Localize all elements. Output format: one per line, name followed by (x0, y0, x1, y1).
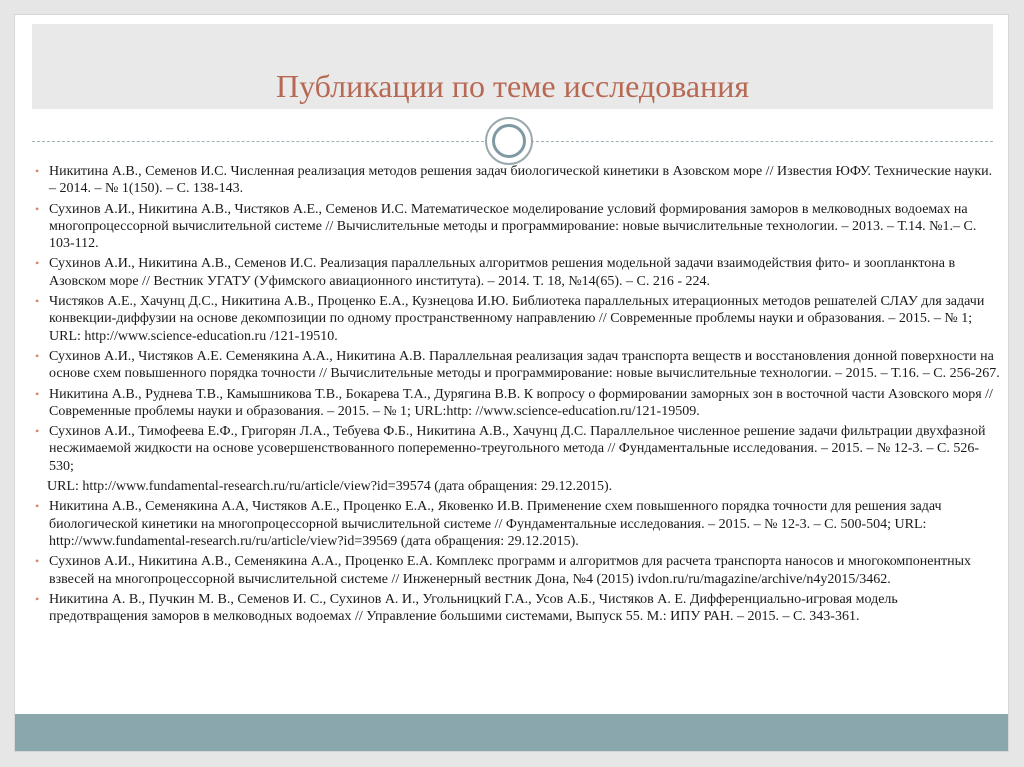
reference-item (35, 163, 1000, 198)
bullet-icon: • (35, 591, 40, 606)
reference-item (35, 423, 1000, 475)
footer-bar (15, 714, 1008, 751)
reference-text: Сухинов А.И., Никитина А.В., Семенов И.С. Реализация параллельных алгоритмов решения модельной задачи взаимодействия фито- и зоопланктона в Азовском море // Вестник УГАТУ (Уфимского авиационного института). – 2014. Т. 18, №14(65). – С. 216 - 224. (49, 256, 956, 289)
reference-text: Чистяков А.Е., Хачунц Д.С., Никитина А.В., Проценко Е.А., Кузнецова И.Ю. Библиотека параллельных итерационных методов решателей СЛАУ для задачи конвекции-диффузии на основе декомпозиции по одному пространственному направлению // Современные проблемы науки и образования. – 2015. – № 1; URL: http://www.science-education.ru /121-19510. (49, 294, 985, 344)
reference-text: URL: http://www.fundamental-research.ru/ru/article/view?id=39574 (дата обращения: 29.12.2015). (47, 479, 613, 495)
reference-text: Никитина А.В., Семенякина А.А, Чистяков А.Е., Проценко Е.А., Яковенко И.В. Применение схем повышенного порядка точности для решения задач биологической кинетики на многопроцессорной вычислительной системе // Фундаментальные исследования. – 2015. – № 12-3. – С. 500-504; URL: http://www.fundamental-research.ru/ru/article/view?id=39569 (дата обращения: 29.12.2015). (49, 499, 942, 549)
reference-text: Никитина А. В., Пучкин М. В., Семенов И. С., Сухинов А. И., Угольницкий Г.А., Усов А.Б., Чистяков А. Е. Дифференциально-игровая модель предотвращения заморов в мелководных водоемах // Управление большими системами, Выпуск 55. М.: ИПУ РАН. – 2015. – С. 343-361. (49, 591, 898, 625)
reference-text: Никитина А.В., Руднева Т.В., Камышникова Т.В., Бокарева Т.А., Дурягина В.В. К вопросу о формировании заморных зон в восточной части Азовского моря // Современные проблемы науки и образования. – 2015. – № 1; URL:http: //www.science-education.ru/121-19509. (49, 386, 993, 419)
bullet-icon: • (35, 499, 40, 514)
reference-item (35, 255, 1000, 290)
reference-text: Сухинов А.И., Тимофеева Е.Ф., Григорян Л.А., Тебуева Ф.Б., Никитина А.В., Хачунц Д.С. Параллельное численное решение задачи фильтрации двухфазной несжимаемой жидкости на основе усовершенствованного попеременно-треугольного метода // Фундаментальные исследования. – 2015. – № 12-3. – С. 526-530; (49, 424, 986, 474)
slide (14, 14, 1009, 752)
bullet-icon: • (35, 386, 40, 401)
reference-list (35, 163, 1000, 628)
slide-title: Публикации по теме исследования (275, 68, 750, 104)
bullet-icon: • (35, 164, 40, 178)
bullet-icon: • (35, 554, 40, 569)
bullet-icon: • (35, 424, 40, 439)
bullet-icon: • (35, 256, 40, 271)
decorative-ring-icon (485, 117, 533, 165)
title-bar (32, 24, 993, 109)
decorative-ring-inner (492, 124, 526, 158)
reference-text: Сухинов А.И., Никитина А.В., Семенякина А.А., Проценко Е.А. Комплекс программ и алгоритмов для расчета транспорта наносов и многокомпонентных взвесей на многопроцессорной вычислительной системе // Инженерный вестник Дона, №4 (2015) ivdon.ru/ru/magazine/archive/n4y2015/3462. (49, 554, 971, 587)
reference-item (35, 591, 1000, 626)
reference-item (35, 553, 1000, 588)
reference-item (35, 348, 1000, 383)
reference-item (35, 386, 1000, 421)
reference-text: Никитина А.В., Семенов И.С. Численная реализация методов решения задач биологической кинетики в Азовском море // Известия ЮФУ. Технические науки. – 2014. – № 1(150). – С. 138-143. (49, 164, 993, 197)
reference-item (35, 293, 1000, 345)
reference-url-line (35, 478, 1000, 495)
bullet-icon: • (35, 201, 40, 216)
reference-item (35, 498, 1000, 550)
reference-text: Сухинов А.И., Чистяков А.Е. Семенякина А.А., Никитина А.В. Параллельная реализация задач транспорта веществ и восстановления донной поверхности на основе схем повышенного порядка точности // Вычислительные методы и программирование: новые вычислительные технологии. – 2015. – Т.16. – С. 256-267. (49, 348, 1000, 382)
bullet-icon: • (35, 294, 40, 309)
bullet-icon: • (35, 348, 40, 363)
reference-text: Сухинов А.И., Никитина А.В., Чистяков А.Е., Семенов И.С. Математическое моделирование условий формирования заморов в мелководных водоемах на многопроцессорной вычислительной системе // Вычислительные методы и программирование: новые вычислительные технологии. – 2013. – Т.14. №1.– С. 103-112. (49, 201, 977, 252)
reference-item (35, 201, 1000, 253)
